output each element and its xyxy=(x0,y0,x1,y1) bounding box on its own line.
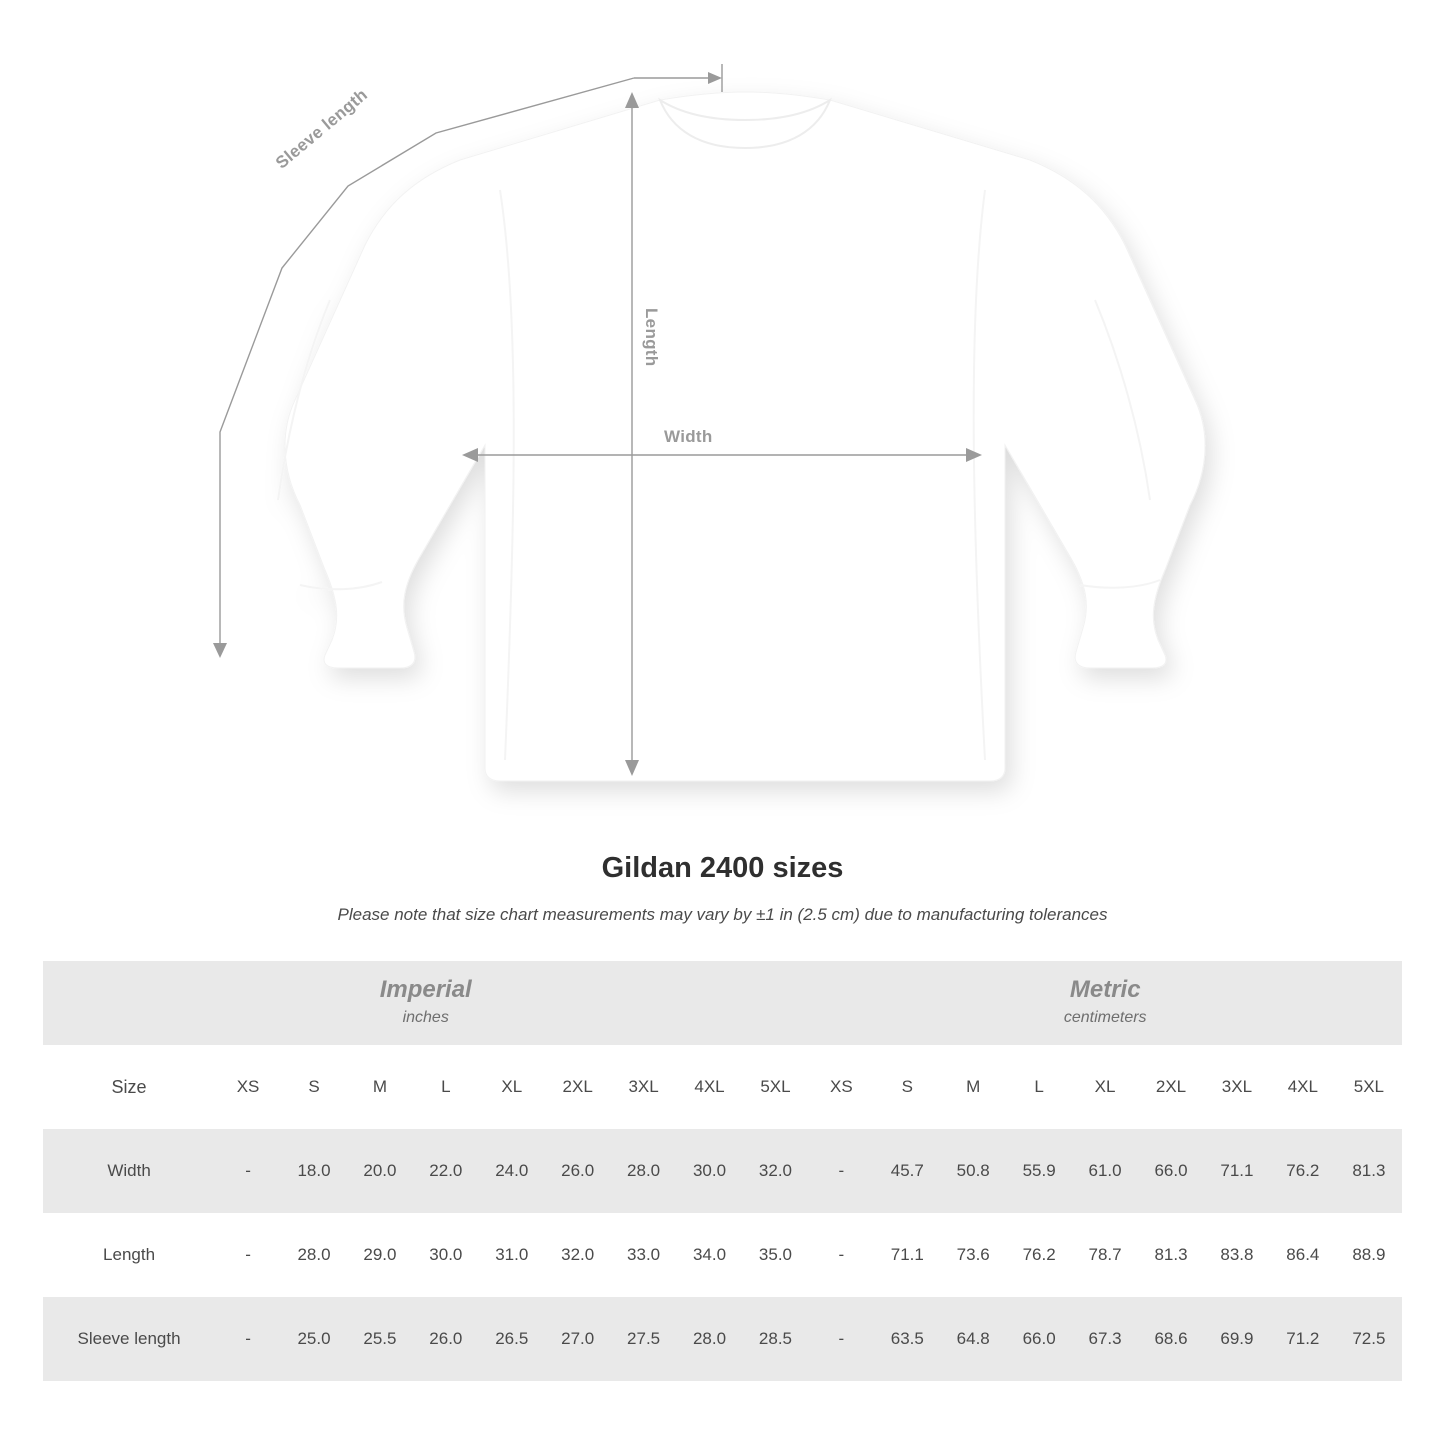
sleeve-imperial-3xl: 27.5 xyxy=(611,1297,677,1381)
width-imperial-3xl: 28.0 xyxy=(611,1129,677,1213)
sleeve-metric-2xl: 68.6 xyxy=(1138,1297,1204,1381)
header-metric-s: S xyxy=(874,1045,940,1129)
header-imperial-4xl: 4XL xyxy=(677,1045,743,1129)
size-chart-table xyxy=(43,961,1402,1381)
width-metric-3xl: 71.1 xyxy=(1204,1129,1270,1213)
width-imperial-s: 18.0 xyxy=(281,1129,347,1213)
length-metric-4xl: 86.4 xyxy=(1270,1213,1336,1297)
table-row-sleeve-length xyxy=(43,1297,1402,1381)
length-imperial-2xl: 32.0 xyxy=(545,1213,611,1297)
sleeve-length-label: Sleeve length xyxy=(272,85,372,173)
header-imperial-3xl: 3XL xyxy=(611,1045,677,1129)
length-imperial-3xl: 33.0 xyxy=(611,1213,677,1297)
sleeve-metric-4xl: 71.2 xyxy=(1270,1297,1336,1381)
length-imperial-4xl: 34.0 xyxy=(677,1213,743,1297)
width-metric-l: 55.9 xyxy=(1006,1129,1072,1213)
width-imperial-5xl: 32.0 xyxy=(742,1129,808,1213)
header-metric-m: M xyxy=(940,1045,1006,1129)
width-metric-m: 50.8 xyxy=(940,1129,1006,1213)
row-label-width: Width xyxy=(43,1129,215,1213)
header-metric-xl: XL xyxy=(1072,1045,1138,1129)
length-imperial-xs: - xyxy=(215,1213,281,1297)
length-metric-xl: 78.7 xyxy=(1072,1213,1138,1297)
length-arrow-top xyxy=(625,92,639,108)
header-imperial-l: L xyxy=(413,1045,479,1129)
length-imperial-xl: 31.0 xyxy=(479,1213,545,1297)
sleeve-imperial-2xl: 27.0 xyxy=(545,1297,611,1381)
table-row-length xyxy=(43,1213,1402,1297)
sleeve-metric-l: 66.0 xyxy=(1006,1297,1072,1381)
width-imperial-m: 20.0 xyxy=(347,1129,413,1213)
header-imperial-2xl: 2XL xyxy=(545,1045,611,1129)
sleeve-imperial-m: 25.5 xyxy=(347,1297,413,1381)
header-imperial-5xl: 5XL xyxy=(742,1045,808,1129)
sleeve-arrow-bottom xyxy=(213,643,227,658)
width-imperial-4xl: 30.0 xyxy=(677,1129,743,1213)
width-metric-s: 45.7 xyxy=(874,1129,940,1213)
length-imperial-l: 30.0 xyxy=(413,1213,479,1297)
sleeve-metric-xl: 67.3 xyxy=(1072,1297,1138,1381)
width-metric-xl: 61.0 xyxy=(1072,1129,1138,1213)
shirt-shape xyxy=(278,92,1205,781)
header-imperial-xs: XS xyxy=(215,1045,281,1129)
header-metric-3xl: 3XL xyxy=(1204,1045,1270,1129)
row-label-sleeve-length: Sleeve length xyxy=(43,1297,215,1381)
length-imperial-5xl: 35.0 xyxy=(742,1213,808,1297)
sleeve-metric-s: 63.5 xyxy=(874,1297,940,1381)
sleeve-metric-xs: - xyxy=(808,1297,874,1381)
length-metric-5xl: 88.9 xyxy=(1336,1213,1402,1297)
width-metric-xs: - xyxy=(808,1129,874,1213)
length-metric-2xl: 81.3 xyxy=(1138,1213,1204,1297)
sleeve-imperial-5xl: 28.5 xyxy=(742,1297,808,1381)
sleeve-metric-m: 64.8 xyxy=(940,1297,1006,1381)
length-imperial-s: 28.0 xyxy=(281,1213,347,1297)
unit-header-row xyxy=(43,961,1402,1045)
header-imperial-m: M xyxy=(347,1045,413,1129)
sleeve-imperial-l: 26.0 xyxy=(413,1297,479,1381)
header-metric-l: L xyxy=(1006,1045,1072,1129)
width-metric-2xl: 66.0 xyxy=(1138,1129,1204,1213)
width-imperial-xl: 24.0 xyxy=(479,1129,545,1213)
header-metric-2xl: 2XL xyxy=(1138,1045,1204,1129)
sleeve-imperial-s: 25.0 xyxy=(281,1297,347,1381)
sleeve-metric-5xl: 72.5 xyxy=(1336,1297,1402,1381)
sleeve-metric-3xl: 69.9 xyxy=(1204,1297,1270,1381)
width-imperial-2xl: 26.0 xyxy=(545,1129,611,1213)
length-metric-l: 76.2 xyxy=(1006,1213,1072,1297)
table-row-width xyxy=(43,1129,1402,1213)
header-size: Size xyxy=(43,1045,215,1129)
sleeve-imperial-4xl: 28.0 xyxy=(677,1297,743,1381)
row-label-length: Length xyxy=(43,1213,215,1297)
metric-title: Metric xyxy=(1069,976,1141,1004)
length-metric-xs: - xyxy=(808,1213,874,1297)
width-metric-4xl: 76.2 xyxy=(1270,1129,1336,1213)
length-metric-3xl: 83.8 xyxy=(1204,1213,1270,1297)
header-metric-4xl: 4XL xyxy=(1270,1045,1336,1129)
page-title: Gildan 2400 sizes xyxy=(601,852,844,884)
length-metric-m: 73.6 xyxy=(940,1213,1006,1297)
metric-subtitle: centimeters xyxy=(1063,1009,1147,1027)
width-metric-5xl: 81.3 xyxy=(1336,1129,1402,1213)
length-label: Length xyxy=(642,308,661,367)
length-metric-s: 71.1 xyxy=(874,1213,940,1297)
header-metric-xs: XS xyxy=(808,1045,874,1129)
title-block xyxy=(0,852,1445,925)
length-imperial-m: 29.0 xyxy=(347,1213,413,1297)
sleeve-imperial-xs: - xyxy=(215,1297,281,1381)
size-table-wrapper xyxy=(43,961,1402,1381)
header-imperial-s: S xyxy=(281,1045,347,1129)
imperial-subtitle: inches xyxy=(402,1009,449,1027)
header-metric-5xl: 5XL xyxy=(1336,1045,1402,1129)
sleeve-imperial-xl: 26.5 xyxy=(479,1297,545,1381)
sleeve-arrow-top xyxy=(708,72,722,84)
width-imperial-l: 22.0 xyxy=(413,1129,479,1213)
tolerance-note: Please note that size chart measurements may vary by ±1 in (2.5 cm) due to manufacturing tolerances xyxy=(337,905,1108,924)
metric-unit-cell xyxy=(808,961,1402,1045)
header-imperial-xl: XL xyxy=(479,1045,545,1129)
width-label: Width xyxy=(664,427,713,446)
imperial-unit-cell xyxy=(43,961,808,1045)
imperial-title: Imperial xyxy=(379,976,472,1004)
width-imperial-xs: - xyxy=(215,1129,281,1213)
size-header-row xyxy=(43,1045,1402,1129)
